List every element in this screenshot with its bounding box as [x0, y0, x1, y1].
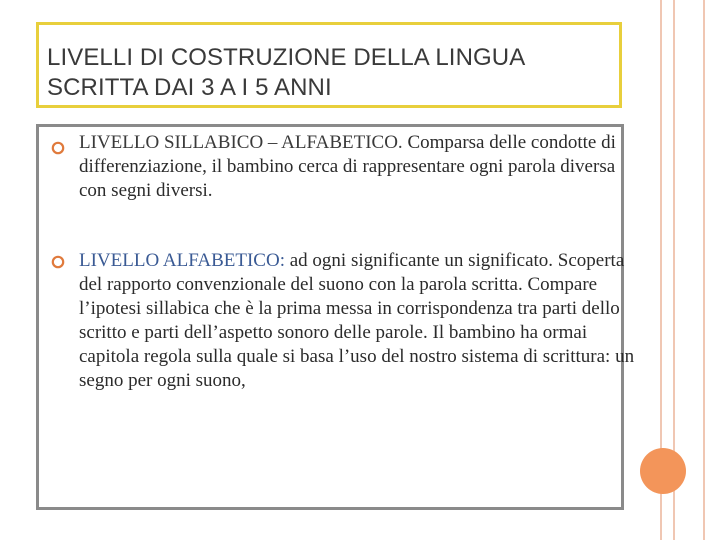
slide-title-line-1: LIVELLI DI COSTRUZIONE DELLA LINGUA	[47, 44, 526, 71]
bullet-body-2: ad ogni significante un significato. Scoperta del rapporto convenzionale del suono con la parola scritta. Compare l’ipotesi sillabica che è la prima messa in corrispondenza tra parti dello scritto e parti dell’aspetto sonoro delle parole. Il bambino ha ormai capitola regola sulla quale si basa l’uso del nostro sistema di scrittura: un segno per ogni suono,	[79, 250, 635, 391]
frame-line-right	[703, 0, 705, 540]
orange-circle-bullet-icon	[51, 141, 65, 155]
orange-circle-bullet-icon	[51, 255, 65, 269]
bullet-text-2	[79, 249, 635, 393]
orange-circle-icon	[640, 448, 686, 494]
slide-title	[47, 43, 611, 103]
bullet-lead-1: LIVELLO SILLABICO – ALFABETICO.	[79, 132, 403, 153]
bullet-body-1: Comparsa delle condotte di differenziazione, il bambino cerca di rappresentare ogni parola diversa con segni diversi.	[79, 132, 616, 201]
bullet-text-1	[79, 131, 635, 203]
slide-title-box	[36, 22, 622, 108]
slide-content-box	[36, 124, 635, 510]
slide-title-line-2: SCRITTA DAI 3 A I 5 ANNI	[47, 74, 332, 101]
bullet-lead-2: LIVELLO ALFABETICO:	[79, 250, 285, 271]
